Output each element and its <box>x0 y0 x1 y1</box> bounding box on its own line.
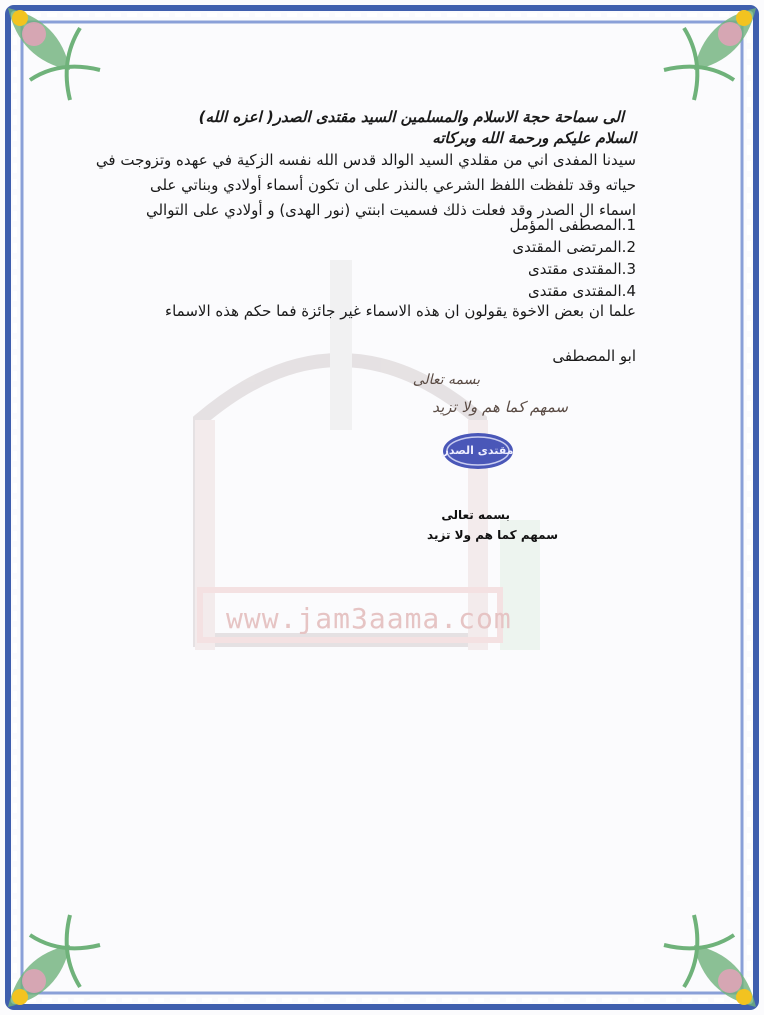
name-item-2: 2.المرتضى المقتدى <box>512 238 636 256</box>
paragraph-line-3: اسماء ال الصدر وقد فعلت ذلك فسميت ابنتي (نور الهدى) و أولادي على التوالي <box>145 201 636 219</box>
salutation-line-2: السلام عليكم ورحمة الله وبركاته <box>432 129 636 147</box>
name-item-3: 3.المقتدى مقتدى <box>528 260 636 278</box>
signature: ابو المصطفى <box>552 347 636 365</box>
paragraph-line-2: حياته وقد تلفظت اللفظ الشرعي بالنذر على ان تكون أسماء أولادي وبناتي على <box>149 176 636 194</box>
paragraph-line-1: سيدنا المفدى اني من مقلدي السيد الوالد قدس الله نفسه الزكية في عهده وتزوجت في <box>95 151 636 169</box>
handwritten-reply-line-2: سمهم كما هم ولا تزيد <box>432 398 568 416</box>
handwritten-reply-line-1: بسمه تعالى <box>412 372 480 388</box>
salutation-line-1: الى سماحة حجة الاسلام والمسلمين السيد مقتدى الصدر( اعزه الله) <box>198 108 624 126</box>
watermark-site-text: www.jam3aama.com <box>226 602 512 635</box>
name-item-1: 1.المصطفى المؤمل <box>509 216 636 234</box>
seal-text: مقتدى الصدر <box>442 444 514 457</box>
question-line: علما ان بعض الاخوة يقولون ان هذه الاسماء غير جائزة فما حكم هذه الاسماء <box>165 302 636 320</box>
name-item-4: 4.المقتدى مقتدى <box>528 282 636 300</box>
typed-reply-line-2: سمهم كما هم ولا تزيد <box>427 528 558 542</box>
typed-reply-line-1: بسمه تعالى <box>441 508 510 522</box>
